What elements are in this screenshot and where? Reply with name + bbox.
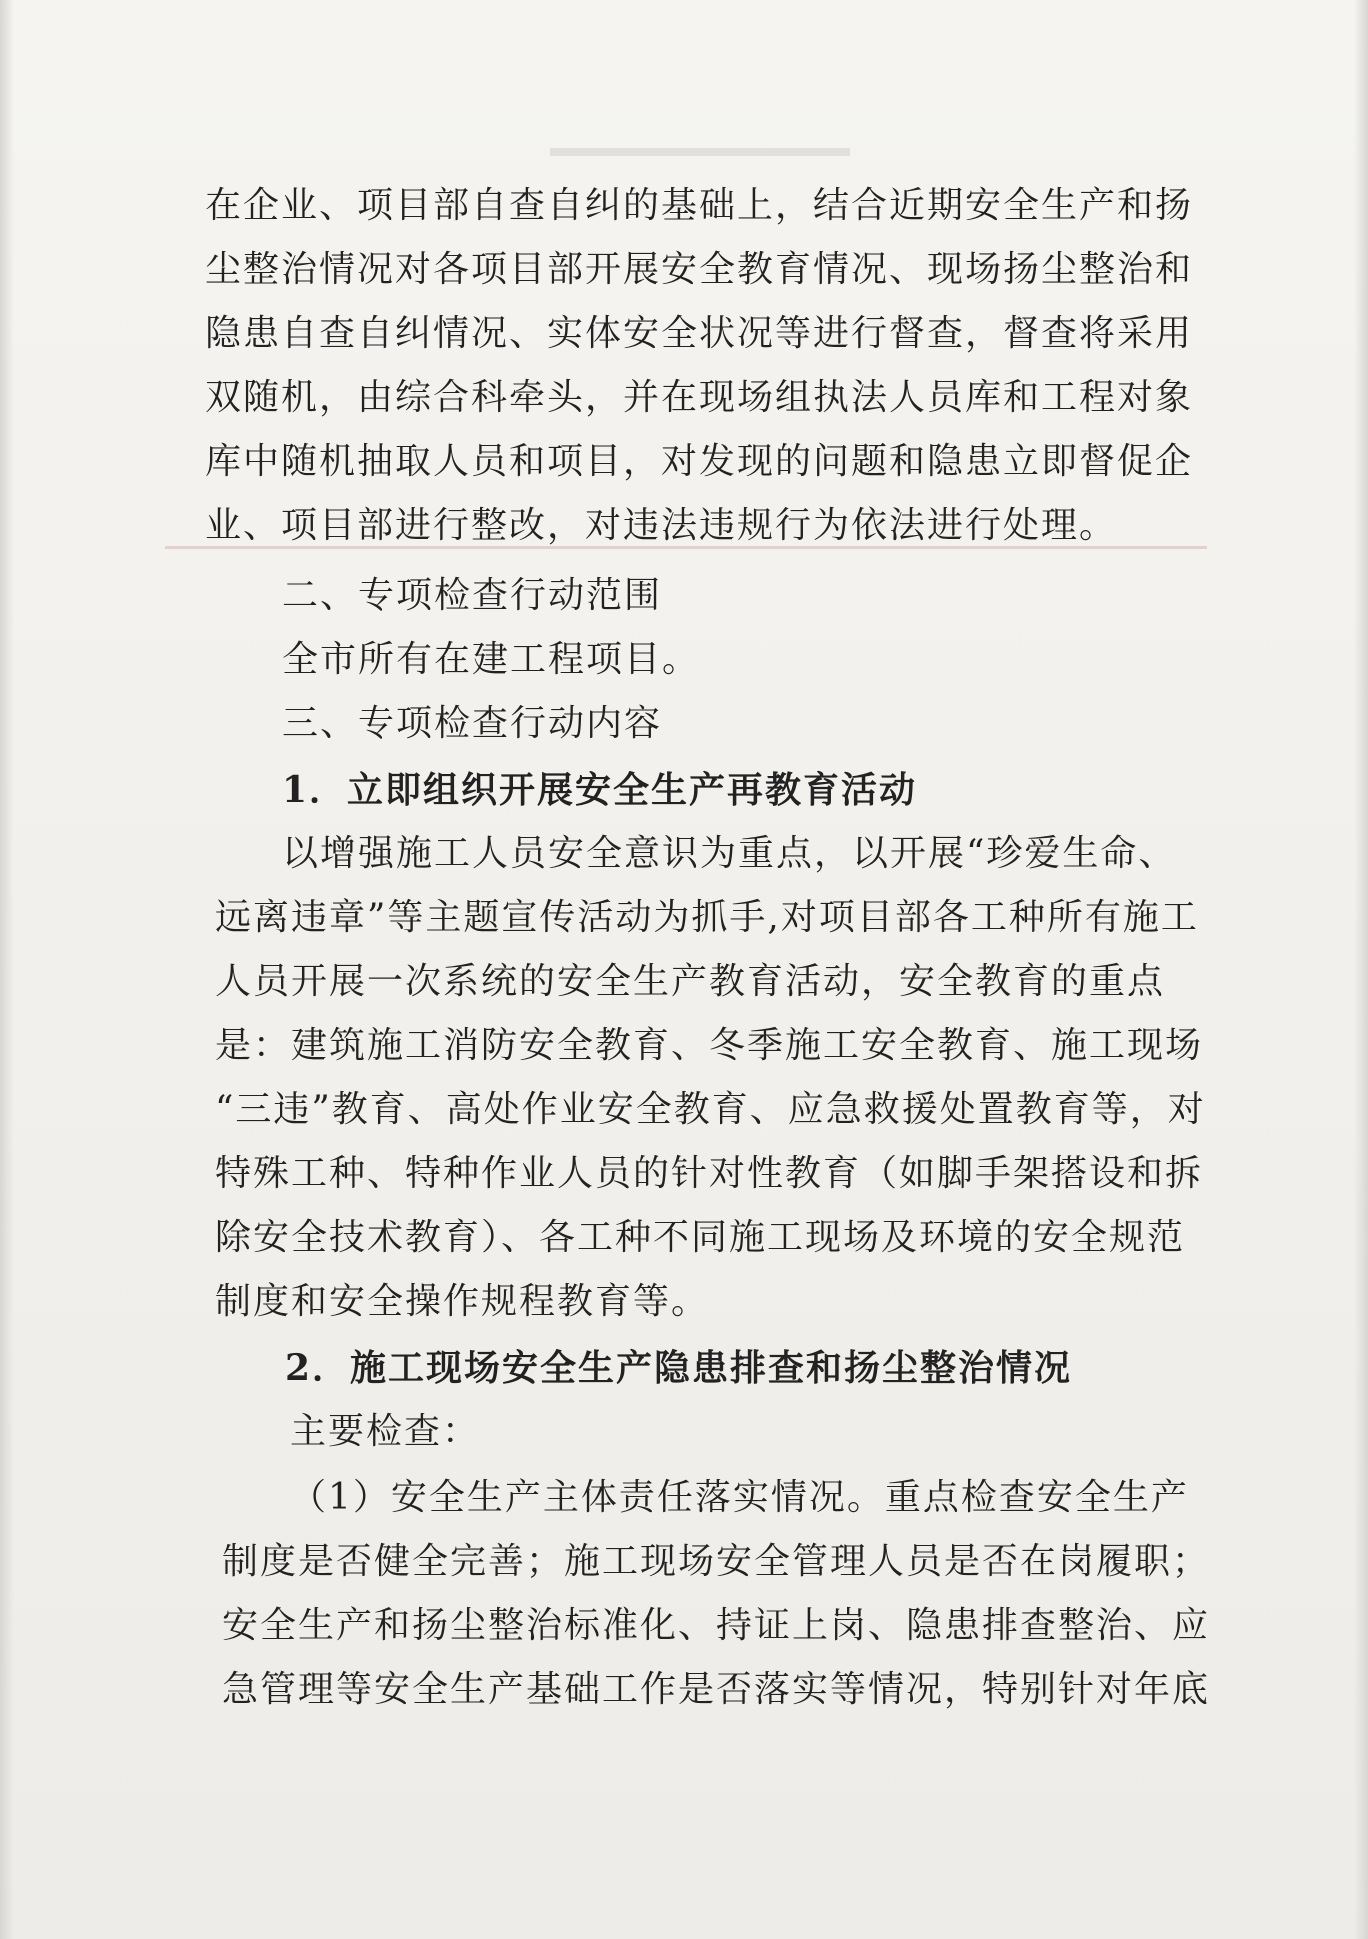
body-line: 是：建筑施工消防安全教育、冬季施工安全教育、施工现场 <box>215 1025 1204 1066</box>
section-heading-content: 三、专项检查行动内容 <box>282 703 663 744</box>
scan-bleed-line <box>165 546 1207 549</box>
body-line: 隐患自查自纠情况、实体安全状况等进行督查，督查将采用 <box>205 313 1194 354</box>
body-line: 尘整治情况对各项目部开展安全教育情况、现场扬尘整治和 <box>205 249 1194 290</box>
body-line: 急管理等安全生产基础工作是否落实等情况，特别针对年底 <box>222 1669 1211 1710</box>
subheading-education: 1．立即组织开展安全生产再教育活动 <box>282 769 918 811</box>
body-line: （1）安全生产主体责任落实情况。重点检查安全生产 <box>290 1477 1189 1518</box>
body-line: 主要检查： <box>290 1411 481 1452</box>
body-line: 制度和安全操作规程教育等。 <box>215 1281 710 1322</box>
scan-edge-left <box>0 0 14 1939</box>
body-line: 库中随机抽取人员和项目，对发现的问题和隐患立即督促企 <box>205 441 1194 482</box>
body-line: 远离违章”等主题宣传活动为抓手,对项目部各工种所有施工 <box>215 897 1199 938</box>
body-line: 制度是否健全完善；施工现场安全管理人员是否在岗履职； <box>222 1541 1211 1582</box>
scan-edge-right <box>1354 0 1368 1939</box>
subheading-inspection: 2．施工现场安全生产隐患排查和扬尘整治情况 <box>285 1347 1073 1389</box>
body-line: 全市所有在建工程项目。 <box>282 639 701 680</box>
section-heading-scope: 二、专项检查行动范围 <box>282 575 663 616</box>
body-line: 除安全技术教育）、各工种不同施工现场及环境的安全规范 <box>215 1217 1186 1258</box>
body-line: 在企业、项目部自查自纠的基础上，结合近期安全生产和扬 <box>205 185 1194 226</box>
body-line: 安全生产和扬尘整治标准化、持证上岗、隐患排查整治、应 <box>222 1605 1211 1646</box>
body-line: 双随机，由综合科牵头，并在现场组执法人员库和工程对象 <box>205 377 1194 418</box>
body-line: 以增强施工人员安全意识为重点，以开展“珍爱生命、 <box>282 833 1177 874</box>
body-line: 业、项目部进行整改，对违法违规行为依法进行处理。 <box>205 505 1118 546</box>
body-line: “三违”教育、高处作业安全教育、应急救援处置教育等，对 <box>215 1089 1206 1130</box>
body-line: 特殊工种、特种作业人员的针对性教育（如脚手架搭设和拆 <box>215 1153 1204 1194</box>
body-line: 人员开展一次系统的安全生产教育活动，安全教育的重点 <box>215 961 1166 1002</box>
scan-bleed-mark <box>550 148 850 156</box>
